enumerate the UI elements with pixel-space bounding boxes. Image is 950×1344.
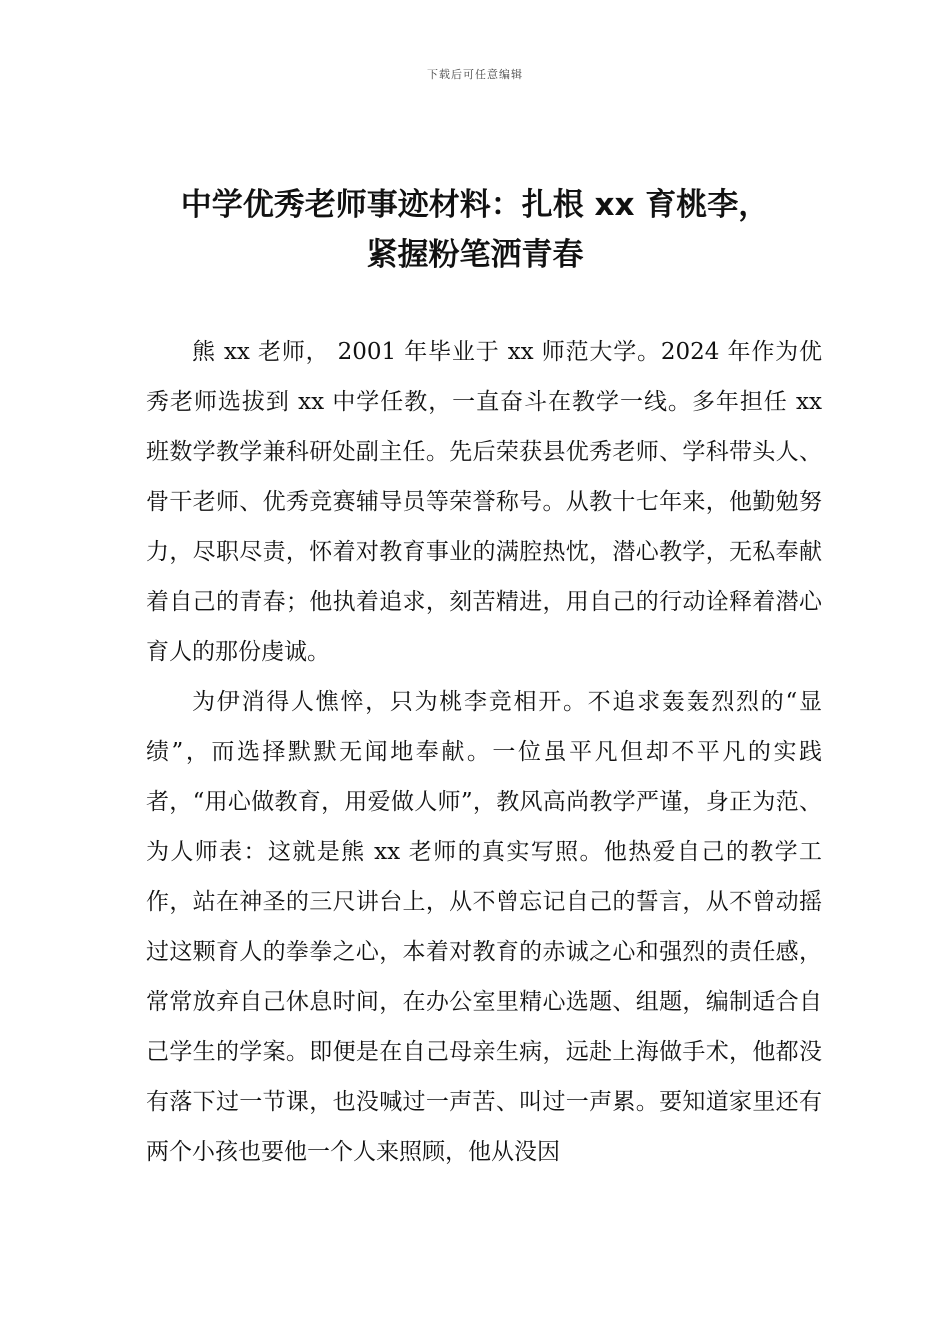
- header-note: 下载后可任意编辑: [427, 68, 523, 81]
- document-title: [100, 180, 850, 280]
- paragraph-2: 为伊消得人憔悴，只为桃李竞相开。不追求轰轰烈烈的“显绩”，而选择默默无闻地奉献。一位虽平凡但却不平凡的实践者，“用心做教育，用爱做人师”，教风高尚教学严谨，身正为范、为人师表：这就是熊 xx 老师的真实写照。他热爱自己的教学工作，站在神圣的三尺讲台上，从不曾忘记自己的誓言，从不曾动摇过这颗育人的拳拳之心，本着对教育的赤诚之心和强烈的责任感，常常放弃自己休息时间，在办公室里精心选题、组题，编制适合自己学生的学案。即便是在自己母亲生病，远赴上海做手术，他都没有落下过一节课，也没喊过一声苦、叫过一声累。要知道家里还有两个小孩也要他一个人来照顾，他从没因: [146, 689, 822, 1165]
- paragraph-1: 熊 xx 老师， 2001 年毕业于 xx 师范大学。2024 年作为优秀老师选拔到 xx 中学任教，一直奋斗在教学一线。多年担任 xx 班数学教学兼科研处副主任。先后荣获县优秀老师、学科带头人、骨干老师、优秀竞赛辅导员等荣誉称号。从教十七年来，他勤勉努力，尽职尽责，怀着对教育事业的满腔热忱，潜心教学，无私奉献着自己的青春；他执着追求，刻苦精进，用自己的行动诠释着潜心育人的那份虔诚。: [146, 339, 822, 665]
- title-line-1: 中学优秀老师事迹材料：扎根 xx 育桃李，: [180, 187, 770, 223]
- document-body: [146, 327, 822, 1177]
- title-line-2: 紧握粉笔洒青春: [366, 237, 584, 273]
